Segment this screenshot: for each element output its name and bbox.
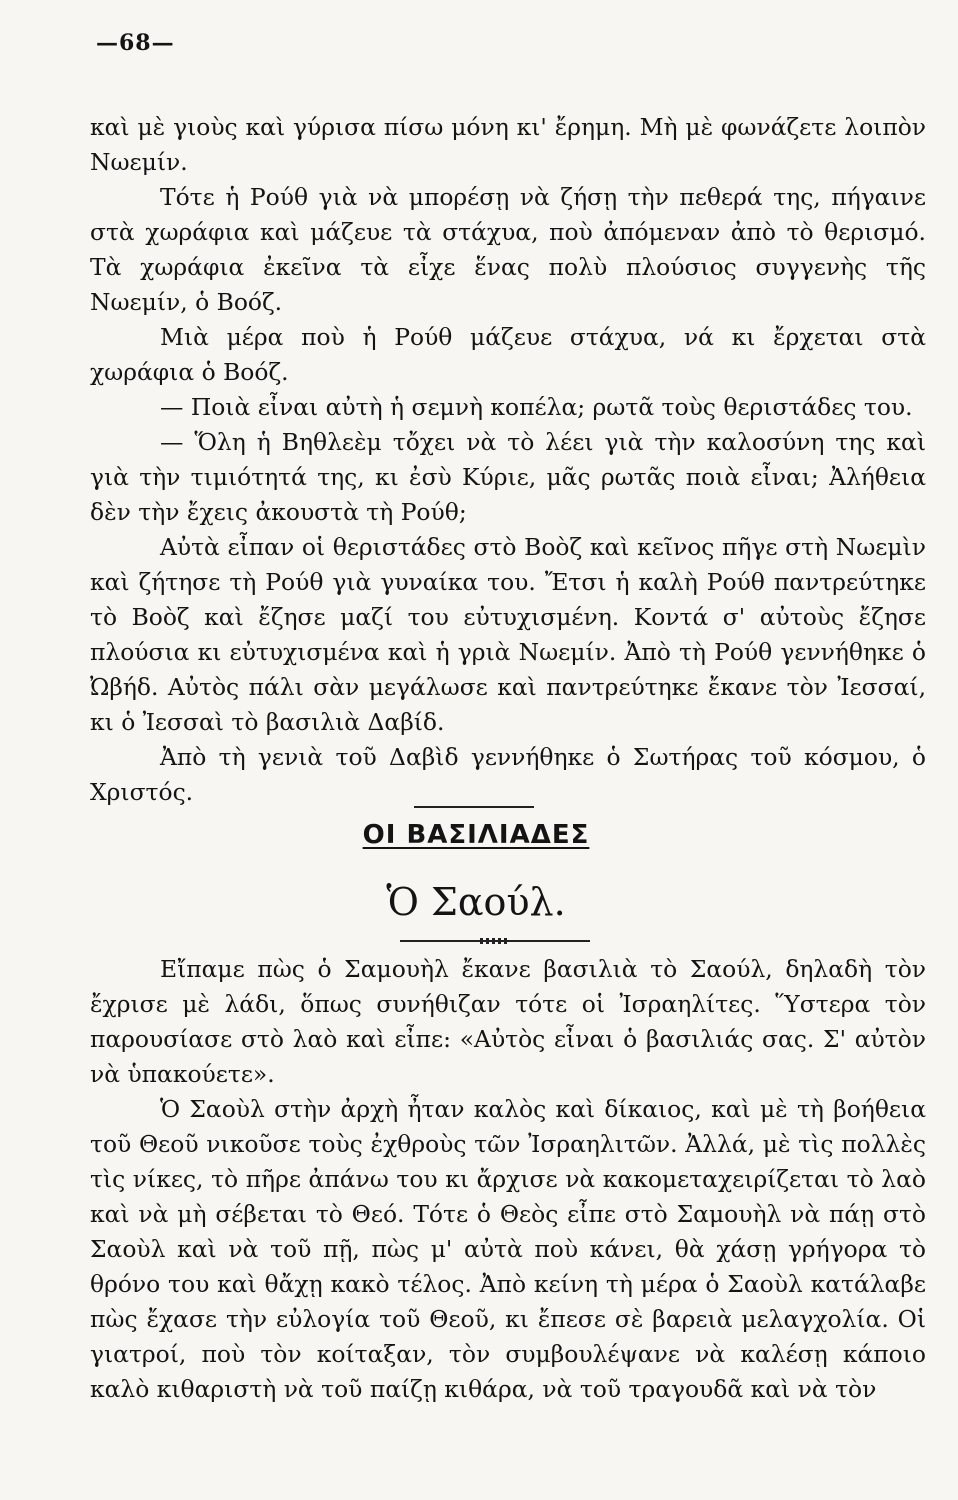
top-text-block (90, 110, 926, 810)
paragraph: — Ὅλη ἡ Βηθλεὲμ τὄχει νὰ τὸ λέει γιὰ τὴν καλοσύνη της καὶ γιὰ τὴν τιμιότητά της, κι ἐσὺ Κύριε, μᾶς ρωτᾶς ποιὰ εἶναι; Ἀλήθεια δὲν τὴν ἔχεις ἀκουστὰ τὴ Ρούθ; (90, 428, 926, 526)
paragraph: καὶ μὲ γιοὺς καὶ γύρισα πίσω μόνη κι' ἔρημη. Μὴ μὲ φωνάζετε λοιπὸν Νωεμίν. (90, 113, 926, 176)
paragraph: Ὁ Σαοὺλ στὴν ἀρχὴ ἦταν καλὸς καὶ δίκαιος, καὶ μὲ τὴ βοήθεια τοῦ Θεοῦ νικοῦσε τοὺς ἐχθροὺς τῶν Ἰσραηλιτῶν. Ἀλλά, μὲ τὶς πολλὲς τὶς νίκες, τὸ πῆρε ἀπάνω του κι ἄρχισε νὰ κακομεταχειρίζεται τὸ λαὸ καὶ νὰ μὴ σέβεται τὸ Θεό. Τότε ὁ Θεὸς εἶπε στὸ Σαμουὴλ νὰ πάῃ στὸ Σαοὺλ καὶ νὰ τοῦ πῇ, πὼς μ' αὐτὰ ποὺ κάνει, θὰ χάσῃ γρήγορα τὸ θρόνο του καὶ θἄχῃ κακὸ τέλος. Ἀπὸ κείνη τὴ μέρα ὁ Σαοὺλ κατάλαβε πὼς ἔχασε τὴν εὐλογία τοῦ Θεοῦ, κι ἔπεσε σὲ βαρειὰ μελαγχολία. Οἱ γιατροί, ποὺ τὸν κοίταξαν, τὸν συμβουλέψανε νὰ καλέσῃ κάποιο καλὸ κιθαριστὴ νὰ τοῦ παίζῃ κιθάρα, νὰ τοῦ τραγουδᾶ καὶ νὰ τὸν (90, 1095, 926, 1403)
section-title: ΟΙ ΒΑΣΙΛΙΑΔΕΣ (362, 820, 590, 850)
paragraph: Αὐτὰ εἶπαν οἱ θεριστάδες στὸ Βοὸζ καὶ κεῖνος πῆγε στὴ Νωεμὶν καὶ ζήτησε τὴ Ρούθ γιὰ γυναίκα του. Ἔτσι ἡ καλὴ Ρούθ παντρεύτηκε τὸ Βοὸζ καὶ ἔζησε μαζί του εὐτυχισμένη. Κοντά σ' αὐτοὺς ἔζησε πλούσια κι εὐτυχισμένα καὶ ἡ γριὰ Νωεμίν. Ἀπὸ τὴ Ρούθ γεννήθηκε ὁ Ὠβήδ. Αὐτὸς πάλι σὰν μεγάλωσε καὶ παντρεύτηκε ἔκανε τὸν Ἰεσσαί, κι ὁ Ἰεσσαὶ τὸ βασιλιὰ Δαβίδ. (90, 533, 926, 736)
bottom-text-block (90, 952, 926, 1407)
page-number: —68— (96, 30, 175, 56)
paragraph: Μιὰ μέρα ποὺ ἡ Ρούθ μάζευε στάχυα, νά κι ἔρχεται στὰ χωράφια ὁ Βοόζ. (90, 323, 926, 386)
paragraph: Εἴπαμε πὼς ὁ Σαμουὴλ ἔκανε βασιλιὰ τὸ Σαούλ, δηλαδὴ τὸν ἔχρισε μὲ λάδι, ὅπως συνήθιζαν τότε οἱ Ἰσραηλίτες. Ὕστερα τὸν παρουσίασε στὸ λαὸ καὶ εἶπε: «Αὐτὸς εἶναι ὁ βασιλιάς σας. Σ' αὐτὸν νὰ ὑπακούετε». (90, 955, 926, 1088)
dotted-divider (400, 940, 590, 942)
paragraph: Ἀπὸ τὴ γενιὰ τοῦ Δαβὶδ γεννήθηκε ὁ Σωτήρας τοῦ κόσμου, ὁ Χριστός. (90, 743, 926, 806)
paragraph: — Ποιὰ εἶναι αὐτὴ ἡ σεμνὴ κοπέλα; ρωτᾶ τοὺς θεριστάδες του. (160, 393, 913, 421)
divider-rule (414, 806, 534, 808)
section-subtitle: Ὁ Σαούλ. (386, 880, 566, 924)
paragraph: Τότε ἡ Ρούθ γιὰ νὰ μπορέσῃ νὰ ζήσῃ τὴν πεθερά της, πήγαινε στὰ χωράφια καὶ μάζευε τὰ στάχυα, ποὺ ἀπόμεναν ἀπὸ τὸ θερισμό. Τὰ χωράφια ἐκεῖνα τὰ εἶχε ἕνας πολὺ πλούσιος συγγενὴς τῆς Νωεμίν, ὁ Βοόζ. (90, 183, 926, 316)
